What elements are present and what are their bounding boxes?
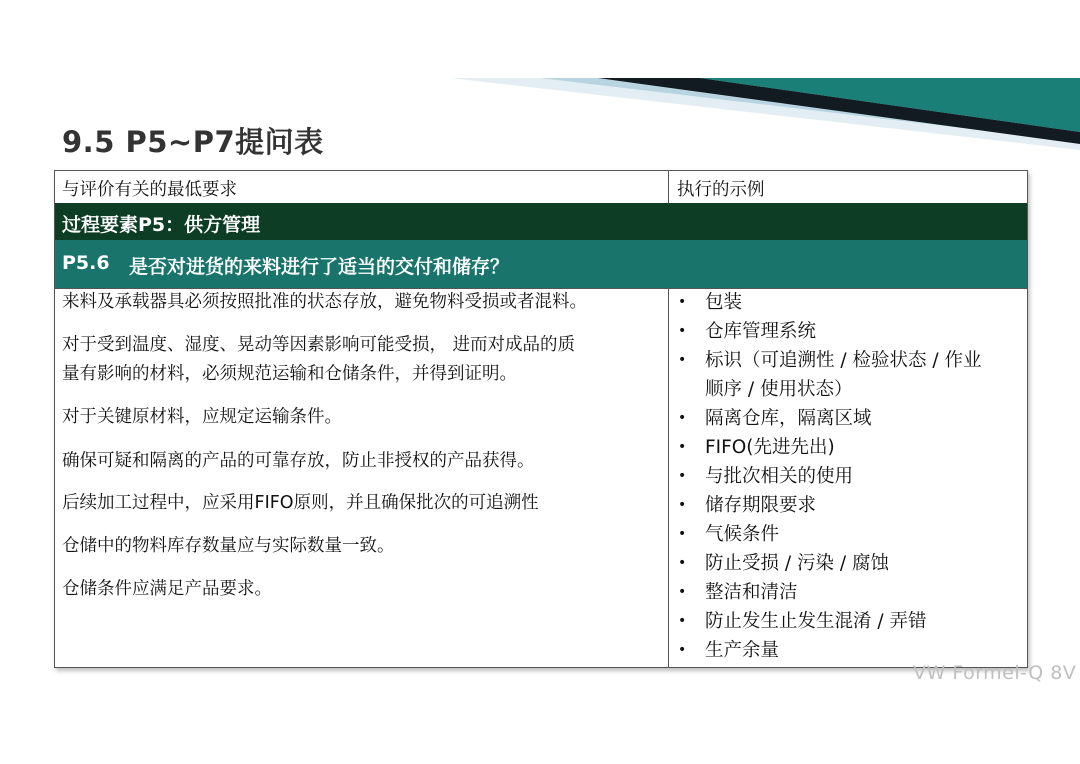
column-divider — [668, 288, 669, 667]
bullet-icon: • — [678, 613, 687, 629]
column-divider — [668, 171, 669, 203]
requirement-item: 仓储中的物料库存数量应与实际数量一致。 — [62, 536, 395, 556]
requirement-item: 来料及承载器具必须按照批准的状态存放，避免物料受损或者混料。 — [62, 292, 587, 312]
bullet-icon: • — [678, 352, 687, 368]
footer-label: VW Formel-Q 8V — [913, 662, 1077, 684]
bullet-icon: • — [678, 294, 687, 310]
bullet-icon: • — [678, 323, 687, 339]
header-min-requirements: 与评价有关的最低要求 — [62, 180, 237, 200]
question-id: P5.6 — [62, 252, 110, 274]
bullet-icon: • — [678, 497, 687, 513]
bullet-icon: • — [678, 555, 687, 571]
requirement-item: 后续加工过程中，应采用FIFO原则，并且确保批次的可追溯性 — [62, 493, 539, 513]
bullet-icon: • — [678, 410, 687, 426]
question-table: 与评价有关的最低要求 执行的示例 过程要素P5：供方管理 P5.6 是否对进货的来料进行了适当的交付和储存？ 来料及承载器具必须按照批准的状态存放，避免物料受损或者混料。 对于受到温度、湿度、晃动等因素影响可能受损， 进而对成品的质 量有影响的材料，必须规范运输和仓储条件，并得到证明。 对于关键原材料，应规定运输条件。 确保可疑和隔离的产品的可靠存放，防止非授权的产品获得。 后续加工过程中，应采用FIFO原则，并且确保批次的可追溯性 仓储中的物料库存数量应与实际数量一致。 仓储条件应满足产品要求。 • 包装 • 仓库管理系统 • 标识（可追溯性 / 检验状态 / 作业 顺序 / 使用状态） • 隔离仓库，隔离区域 • FIFO(先进先出) • 与批次相关的使用 • 储存期限要求 • 气候条件 • 防止受损 / 污染 / 腐蚀 • 整洁和清洁 • 防止发生止发生混淆 / 弄错 • 生产余量 — [54, 170, 1028, 668]
bullet-icon: • — [678, 642, 687, 658]
question-text: 是否对进货的来料进行了适当的交付和储存？ — [129, 256, 510, 278]
question-band — [55, 240, 1027, 289]
bullet-icon: • — [678, 439, 687, 455]
process-element-label: 过程要素P5：供方管理 — [62, 214, 261, 236]
requirement-item: 对于受到温度、湿度、晃动等因素影响可能受损， 进而对成品的质 — [62, 335, 576, 355]
bullet-icon: • — [678, 584, 687, 600]
requirement-item: 量有影响的材料，必须规范运输和仓储条件，并得到证明。 — [62, 364, 517, 384]
process-element-band — [55, 203, 1027, 240]
page-title: 9.5 P5~P7提问表 — [62, 125, 324, 159]
requirement-item: 确保可疑和隔离的产品的可靠存放，防止非授权的产品获得。 — [62, 451, 535, 471]
requirement-item: 仓储条件应满足产品要求。 — [62, 579, 272, 599]
requirement-item: 对于关键原材料，应规定运输条件。 — [62, 407, 342, 427]
bullet-icon: • — [678, 468, 687, 484]
bullet-icon: • — [678, 526, 687, 542]
table-header — [55, 171, 1027, 204]
header-examples: 执行的示例 — [677, 180, 765, 200]
